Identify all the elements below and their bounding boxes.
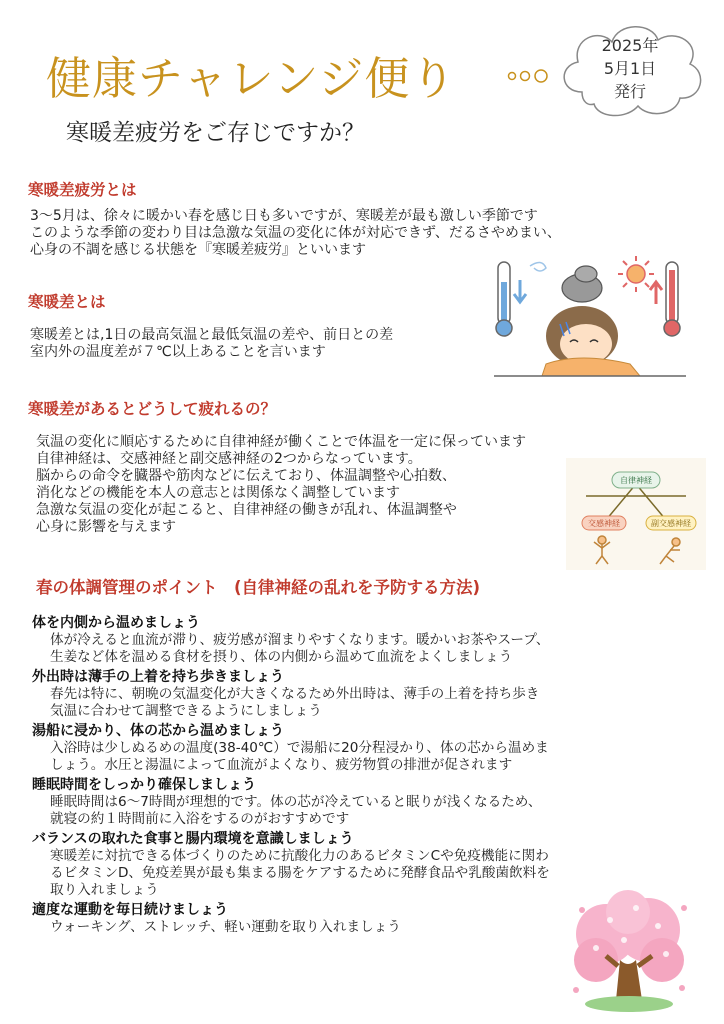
diagram-right-label: 副交感神経	[651, 519, 691, 528]
tip-line: 睡眠時間は6〜7時間が理想的です。体の芯が冷えていると眠りが浅くなるため、	[50, 794, 542, 810]
tip-title: 外出時は薄手の上着を持ち歩きましょう	[32, 669, 284, 685]
tip-item	[32, 666, 702, 720]
issue-date	[574, 34, 686, 103]
tip-line: 春先は特に、朝晩の気温変化が大きくなるため外出時は、薄手の上着を持ち歩き	[50, 686, 540, 702]
thermometer-hot-icon	[650, 262, 680, 336]
tip-line: 入浴時は少しぬるめの温度(38-40℃）で湯船に20分程浸かり、体の芯から温めま	[50, 740, 549, 756]
why-line: 脳からの命令を臓器や筋肉などに伝えており、体温調整や心拍数、	[36, 468, 456, 484]
tip-item	[32, 720, 702, 774]
date-line-day: 5月1日	[603, 59, 657, 78]
fatigue-line: 3〜5月は、徐々に暖かい春を感じ日も多いですが、寒暖差が最も激しい季節です	[30, 208, 538, 224]
tip-title: 湯船に浸かり、体の芯から温めましょう	[32, 723, 284, 739]
tip-line: 生姜など体を温める食材を摂り、体の内側から温めて血流をよくしましょう	[50, 649, 513, 665]
why-line: 自律神経は、交感神経と副交感神経の2つからなっています。	[36, 451, 422, 467]
tip-item	[32, 828, 702, 899]
newsletter-title: 健康チャレンジ便り	[46, 52, 457, 105]
tip-line: 気温に合わせて調整できるようにしましょう	[50, 703, 322, 719]
tip-item	[32, 612, 702, 666]
tip-line: 就寝の約１時間前に入浴をするのがおすすめです	[50, 811, 350, 827]
fatigue-line: このような季節の変わり目は急激な気温の変化に体が対応できず、だるさやめまい、	[30, 225, 561, 241]
thermometer-cold-icon	[496, 262, 526, 336]
tip-body	[32, 740, 702, 774]
tip-item	[32, 774, 702, 828]
cherry-tree-icon	[566, 890, 692, 1018]
tip-line: ウォーキング、ストレッチ、軽い運動を取り入れましょう	[50, 919, 401, 935]
sun-icon	[618, 256, 654, 292]
fatigue-line: 心身の不調を感じる状態を『寒暖差疲労』といいます	[30, 242, 366, 258]
why-line: 気温の変化に順応するために自律神経が働くことで体温を一定に保っています	[36, 434, 526, 450]
diff-line: 室内外の温度差が７℃以上あることを言います	[30, 344, 326, 360]
tips-list	[32, 612, 702, 936]
tip-title: バランスの取れた食事と腸内環境を意識しましょう	[32, 831, 354, 847]
tip-body	[32, 686, 702, 720]
tip-body	[32, 632, 702, 666]
why-line: 急激な気温の変化が起こると、自律神経の働きが乱れ、体温調整や	[36, 502, 457, 518]
section-heading-diff: 寒暖差とは	[28, 293, 106, 311]
date-line-year: 2025年	[601, 36, 659, 55]
section-heading-spring: 春の体調管理のポイント (自律神経の乱れを予防する方法)	[36, 578, 481, 597]
tired-person-illustration	[490, 252, 690, 380]
tip-title: 体を内側から温めましょう	[32, 615, 200, 631]
diff-paragraph	[30, 327, 393, 361]
bubble-dots-icon	[506, 66, 554, 86]
tip-line: 体が冷えると血流が滞り、疲労感が溜まりやすくなります。暖かいお茶やスープ、	[50, 632, 550, 648]
section-heading-fatigue: 寒暖差疲労とは	[28, 181, 137, 199]
why-paragraph	[36, 434, 526, 536]
diagram-left-label: 交感神経	[588, 519, 620, 528]
why-line: 消化などの機能を本人の意志とは関係なく調整しています	[36, 485, 400, 501]
tip-line: 取り入れましょう	[50, 882, 159, 898]
page-subtitle: 寒暖差疲労をご存じですか？	[66, 120, 365, 146]
diff-line: 寒暖差とは,1日の最高気温と最低気温の差や、前日との差	[30, 327, 394, 343]
date-line-issued: 発行	[613, 82, 646, 101]
fatigue-paragraph	[30, 208, 561, 259]
diagram-top-label: 自律神経	[620, 476, 652, 485]
tip-body	[32, 794, 702, 828]
tip-line: 寒暖差に対抗できる体づくりのために抗酸化力のあるビタミンCや免疫機能に関わ	[50, 848, 549, 864]
tip-line: しょう。水圧と湯温によって血流がよくなり、疲労物質の排泄が促されます	[50, 757, 513, 773]
tip-line: るビタミンD、免疫差異が最も集まる腸をケアするために発酵食品や乳酸菌飲料を	[50, 865, 550, 881]
tip-title: 適度な運動を毎日続けましょう	[32, 902, 228, 918]
autonomic-nerve-diagram	[566, 458, 706, 570]
tip-title: 睡眠時間をしっかり確保しましょう	[32, 777, 256, 793]
section-heading-why: 寒暖差があるとどうして疲れるの？	[28, 400, 277, 418]
why-line: 心身に影響を与えます	[36, 519, 176, 535]
